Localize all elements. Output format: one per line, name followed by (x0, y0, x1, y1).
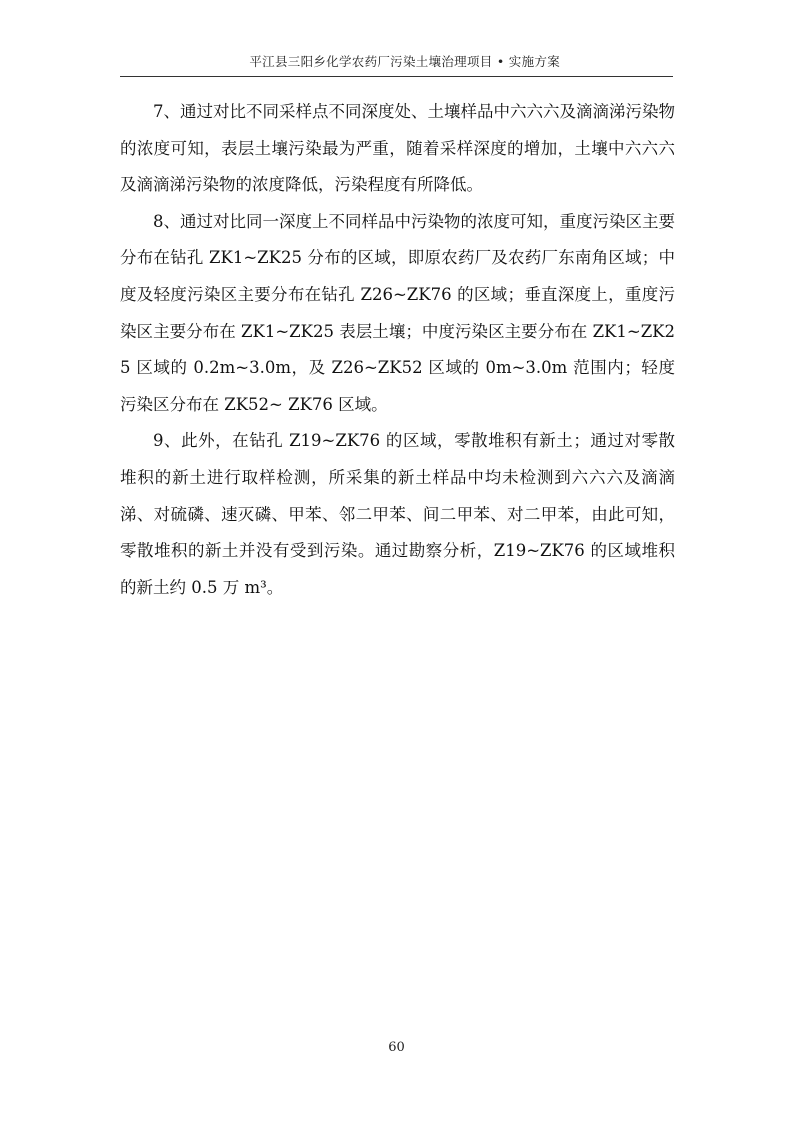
page-header (120, 48, 673, 77)
document-title: 平江县三阳乡化学农药厂污染土壤治理项目 • 实施方案 (249, 54, 560, 69)
paragraph-9: 9、此外，在钻孔 Z19~ZK76 的区域，零散堆积有新土；通过对零散堆积的新土进行取样检测，所采集的新土样品中均未检测到六六六及滴滴涕、对硫磷、速灭磷、甲苯、邻二甲苯、间二甲苯、对二甲苯，由此可知，零散堆积的新土并没有受到污染。通过勘察分析，Z19~ZK76 的区域堆积的新土约 0.5 万 m³。 (120, 431, 675, 597)
paragraph-8: 8、通过对比同一深度上不同样品中污染物的浓度可知，重度污染区主要分布在钻孔 ZK1~ZK25 分布的区域，即原农药厂及农药厂东南角区域；中度及轻度污染区主要分布在钻孔 Z26~ZK76 的区域；垂直深度上，重度污染区主要分布在 ZK1~ZK25 表层土壤；中度污染区主要分布在 ZK1~ZK25 区域的 0.2m~3.0m，及 Z26~ZK52 区域的 0m~3.0m 范围内；轻度污染区分布在 ZK52~ ZK76 区域。 (120, 211, 675, 414)
paragraph-7: 7、通过对比不同采样点不同深度处、土壤样品中六六六及滴滴涕污染物的浓度可知，表层土壤污染最为严重，随着采样深度的增加，土壤中六六六及滴滴涕污染物的浓度降低，污染程度有所降低。 (120, 102, 675, 195)
page-number: 60 (388, 1040, 405, 1055)
body-text (120, 94, 675, 606)
